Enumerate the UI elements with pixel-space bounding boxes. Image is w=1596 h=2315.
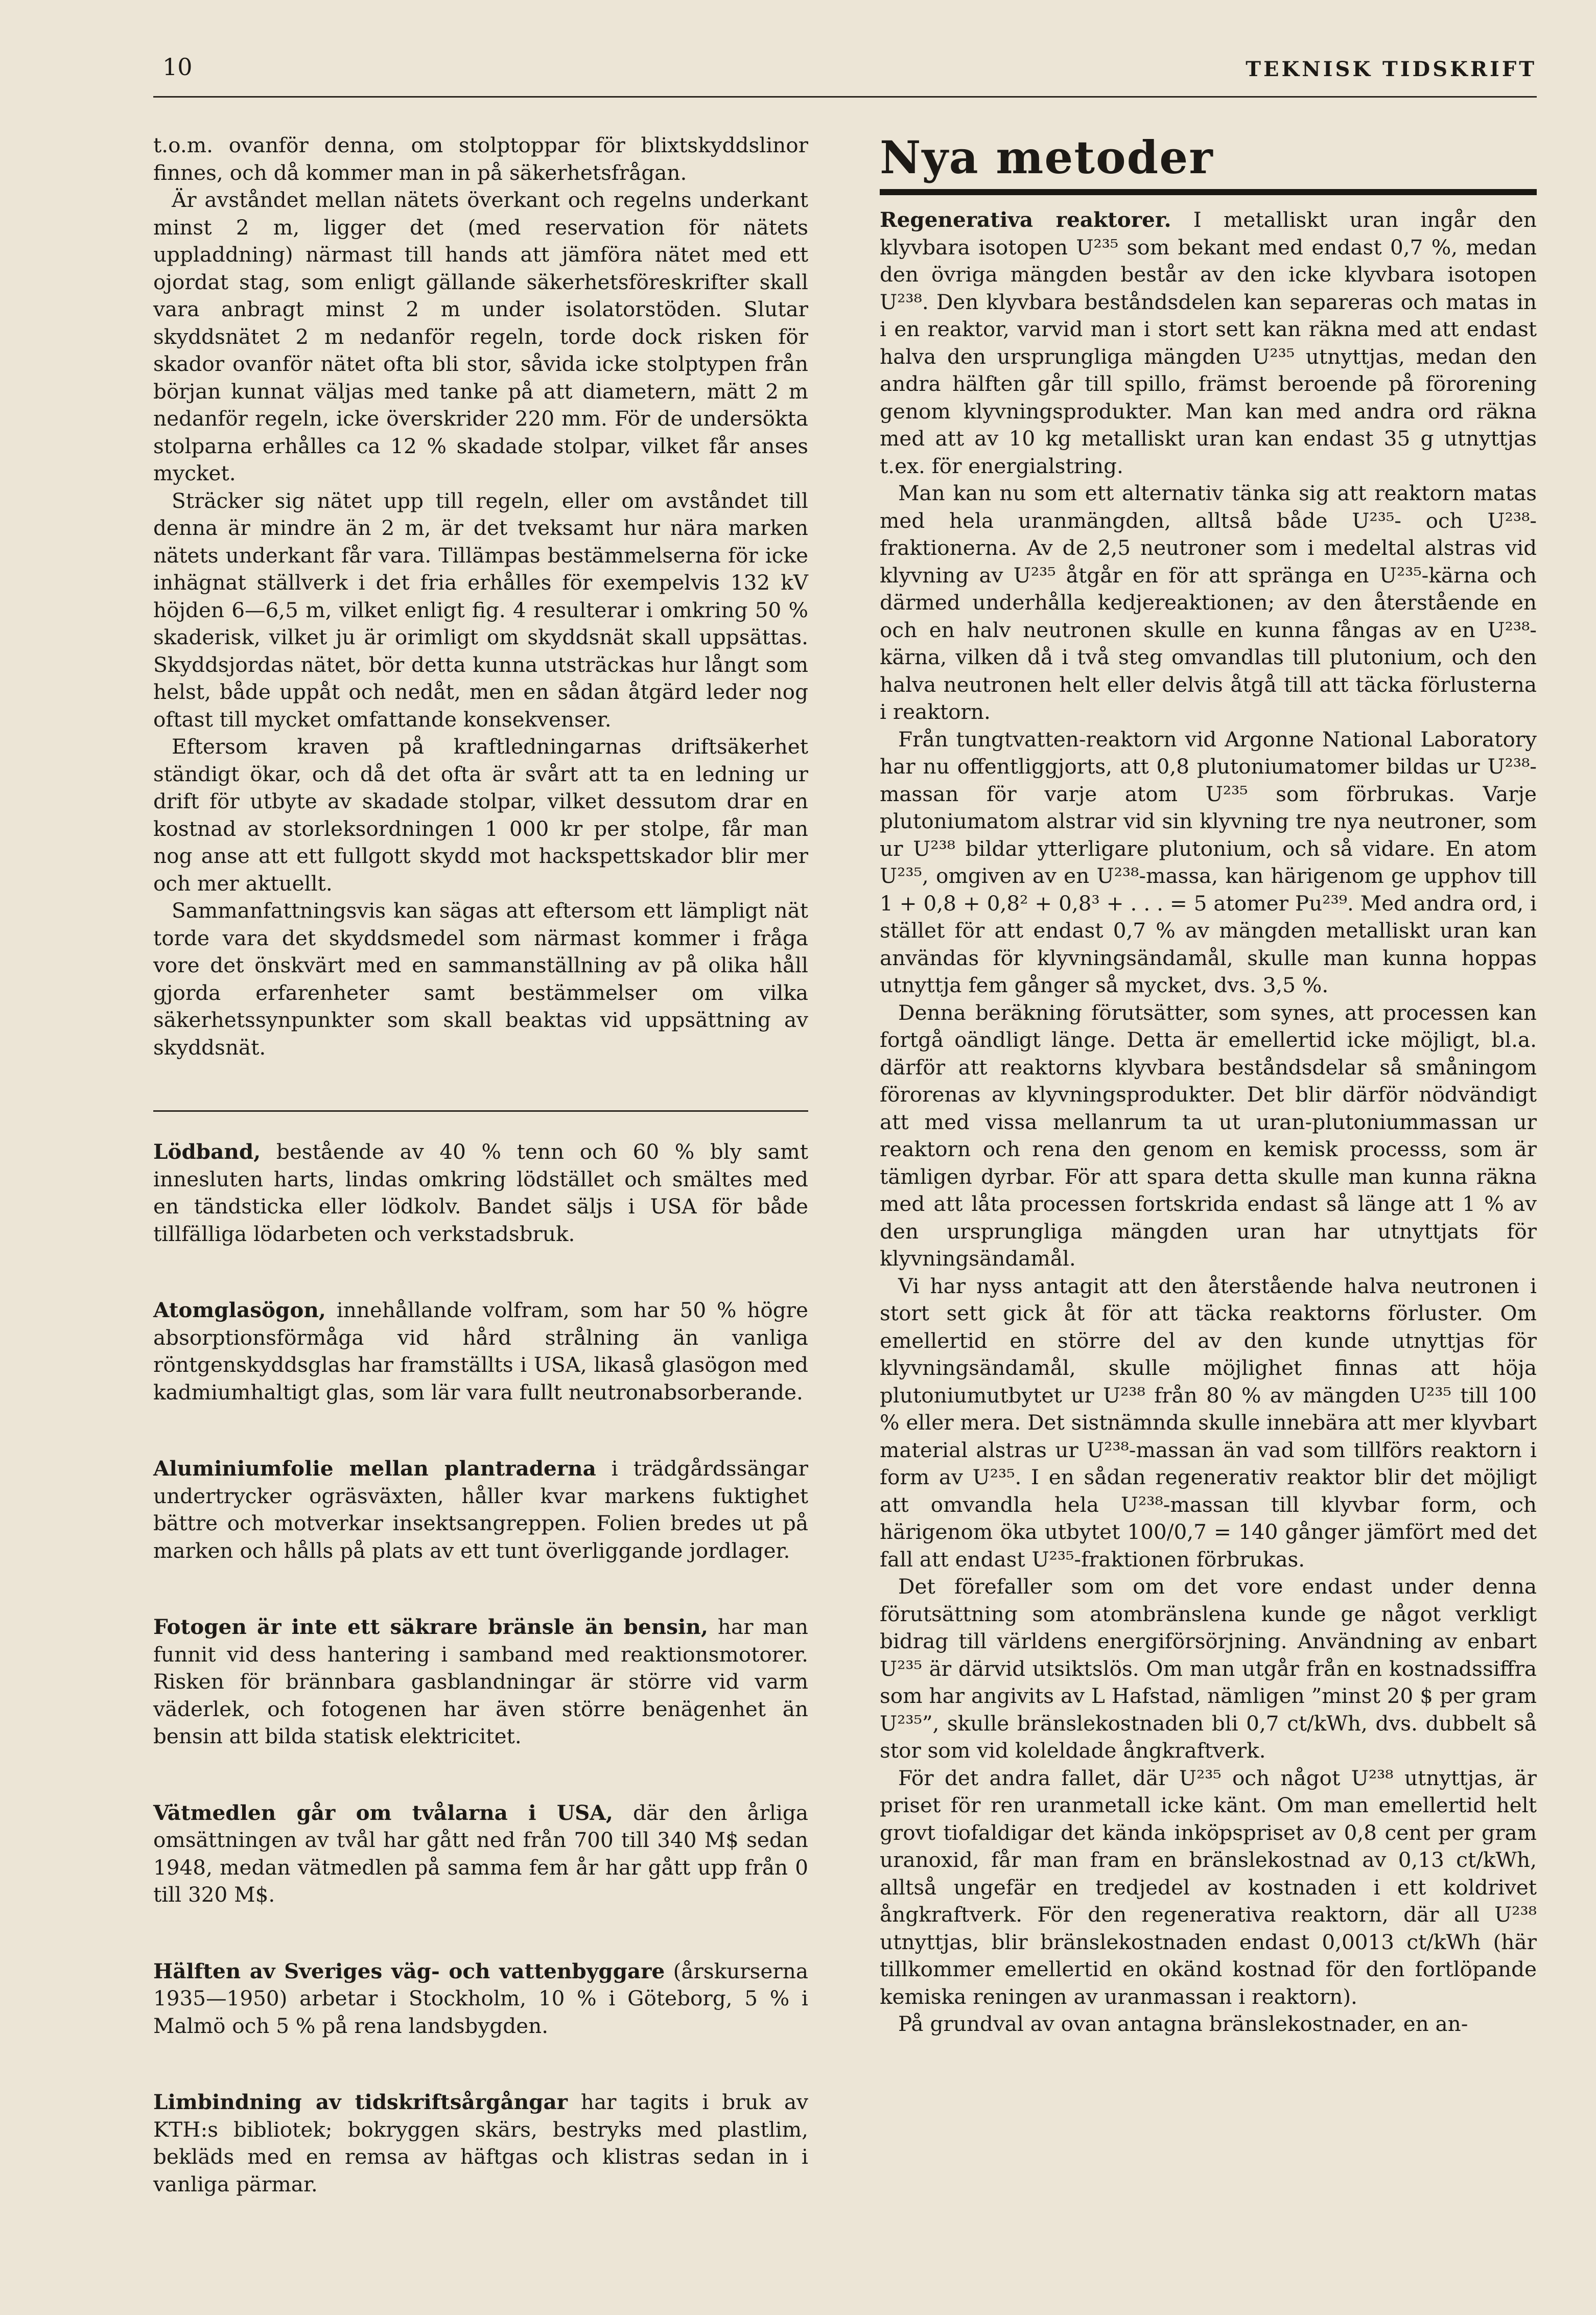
news-item-headline: Vätmedlen går om tvålarna i USA, <box>153 1800 613 1825</box>
article-paragraph: Man kan nu som ett alternativ tänka sig att reaktorn matas med hela uranmängden, alltså både U²³⁵- och U²³⁸-fraktionerna. Av de 2,5 neutroner som i medeltal alstras vid klyvning av U²³⁵ åtgår en för att spränga en U²³⁵-kärna och därmed underhålla kedjereaktionen; av den återstående en och en halv neutronen skulle en kunna fångas av en U²³⁸-kärna, vilken då i två steg omvandlas till plutonium, och den halva neutronen helt eller delvis åtgå till att täcka förlusterna i reaktorn. <box>880 481 1537 724</box>
news-item-text: där den årliga omsättningen av tvål har gått ned från 700 till 340 M$ sedan 1948, medan vätmedlen på samma fem år har gått upp från 0 till 320 M$. <box>153 1800 808 1907</box>
article-paragraph: Sträcker sig nätet upp till regeln, eller om avståndet till denna är mindre än 2 m, är det tveksamt hur nära marken nätets underkant får vara. Tillämpas bestämmelserna för icke inhägnat ställverk i det fria erhålles för exempelvis 132 kV höjden 6—6,5 m, vilket enligt fig. 4 resulterar i omkring 50 % skaderisk, vilket ju är orimligt om skyddsnät skall uppsättas. Skyddsjordas nätet, bör detta kunna utsträckas hur långt som helst, både uppåt och nedåt, men en sådan åtgärd leder nog oftast till mycket omfattande konsekvenser. <box>153 488 808 732</box>
news-item-text: har man funnit vid dess hantering i samband med reaktionsmotorer. Risken för brännbara gasblandningar är större vid varm väderlek, och fotogenen har även större benägenhet än bensin att bilda statisk elektricitet. <box>153 1615 808 1748</box>
article-paragraph: Eftersom kraven på kraftledningarnas driftsäkerhet ständigt ökar, och då det ofta är svårt att ta en ledning ur drift för utbyte av skadade stolpar, vilket dessutom drar en kostnad av storleksordningen 1 000 kr per stolpe, får man nog anse att ett fullgott skydd mot hackspettskador blir mer och mer aktuellt. <box>153 734 808 896</box>
left-column <box>153 132 808 2247</box>
news-item <box>153 2089 808 2198</box>
news-item-text: innehållande volfram, som har 50 % högre absorptionsförmåga vid hård strålning än vanliga röntgenskyddsglas har framställts i USA, likaså glasögon med kadmiumhaltigt glas, som lär vara fullt neutronabsorberande. <box>153 1298 808 1405</box>
news-item <box>153 1455 808 1564</box>
article-paragraph: Vi har nyss antagit att den återstående halva neutronen i stort sett gick åt för att täcka reaktorns förluster. Om emellertid en större del av den kunde utnyttjas för klyvningsändamål, skulle möjlighet finnas att höja plutoniumutbytet ur U²³⁸ från 80 % av mängden U²³⁵ till 100 % eller mera. Det sistnämnda skulle innebära att mer klyvbart material alstras ur U²³⁸-massan än vad som tillförs reaktorn i form av U²³⁵. I en sådan regenerativ reaktor blir det möjligt att omvandla hela U²³⁸-massan till klyvbar form, och härigenom öka utbytet 100/0,7 = 140 gånger jämfört med det fall att endast U²³⁵-fraktionen förbrukas. <box>880 1273 1537 1572</box>
article-paragraph: Denna beräkning förutsätter, som synes, att processen kan fortgå oändligt länge. Detta är emellertid icke möjligt, bl.a. därför att reaktorns klyvbara beståndsdelar så småningom förorenas av klyvningsprodukter. Det blir därför nödvändigt att med vissa mellanrum ta ut uran-plutoniummassan ur reaktorn och rena den genom en kemisk processs, som är tämligen dyrbar. För att spara detta skulle man kunna räkna med att låta processen fortskrida endast så länge att 1 % av den ursprungliga mängden uran har utnyttjats för klyvningsändamål. <box>880 1000 1537 1271</box>
news-item <box>153 1614 808 1750</box>
news-item <box>153 1297 808 1406</box>
news-item-headline: Limbindning av tidskriftsårgångar <box>153 2090 568 2114</box>
article-paragraph: På grundval av ovan antagna bränslekostnader, en an- <box>898 2012 1468 2036</box>
article-paragraph: t.o.m. ovanför denna, om stolptoppar för blixtskyddslinor finnes, och då kommer man in på säkerhetsfrågan. <box>153 133 808 185</box>
news-item-headline: Atomglasögon, <box>153 1298 326 1322</box>
news-item-headline: Aluminiumfolie mellan plantraderna <box>153 1456 596 1481</box>
news-item-text: har tagits i bruk av KTH:s bibliotek; bokryggen skärs, bestryks med plastlim, bekläds med en remsa av häftgas och klistras sedan in i vanliga pärmar. <box>153 2090 808 2196</box>
article-paragraph: För det andra fallet, där U²³⁵ och något U²³⁸ utnyttjas, är priset för ren uranmetall icke känt. Om man emellertid helt grovt tiofaldigar det kända inköpspriset av 0,8 cent per gram uranoxid, får man fram en bränslekostnad av 0,13 ct/kWh, alltså ungefär en tredjedel av kostnaden i ett koldrivet ångkraftverk. För den regenerativa reaktorn, där all U²³⁸ utnyttjas, blir bränslekostnaden endast 0,0013 ct/kWh (här tillkommer emellertid en okänd kostnad för den fortlöpande kemiska reningen av uranmassan i reaktorn). <box>880 1765 1537 2009</box>
article-paragraph: Från tungtvatten-reaktorn vid Argonne National Laboratory har nu offentliggjorts, att 0,8 plutoniumatomer bildas ur U²³⁸-massan för varje atom U²³⁵ som förbrukas. Varje plutoniumatom alstrar vid sin klyvning tre nya neutroner, som ur U²³⁸ bildar ytterligare plutonium, och så vidare. En atom U²³⁵, omgiven av en U²³⁸-massa, kan härigenom ge upphov till 1 + 0,8 + 0,8² + 0,8³ + . . . = 5 atomer Pu²³⁹. Med andra ord, i stället för att endast 0,7 % av mängden metalliskt uran kan användas för klyvningsändamål, skulle man kunna hoppas utnyttja fem gånger så mycket, dvs. 3,5 %. <box>880 727 1537 997</box>
article-paragraph: Sammanfattningsvis kan sägas att eftersom ett lämpligt nät torde vara det skyddsmedel som närmast kommer i fråga vore det önskvärt med en sammanställning av på olika håll gjorda erfarenheter samt bestämmelser om vilka säkerhetssynpunkter som skall beaktas vid uppsättning av skyddsnät. <box>153 898 808 1060</box>
news-item-headline: Hälften av Sveriges väg- och vattenbyggare <box>153 1958 665 1983</box>
news-item-text: i trädgårdssängar undertrycker ogräsväxten, håller kvar markens fuktighet bättre och motverkar insektsangreppen. Folien bredes ut på marken och hålls på plats av ett tunt överliggande jordlager. <box>153 1456 808 1563</box>
section-title: Nya metoder <box>880 131 1214 184</box>
page-number: 10 <box>162 53 193 81</box>
section-divider <box>153 1110 808 1112</box>
news-item-headline: Fotogen är inte ett säkrare bränsle än bensin, <box>153 1615 708 1639</box>
news-item-headline: Lödband, <box>153 1139 261 1164</box>
news-item <box>153 1799 808 1909</box>
right-column <box>880 132 1537 2038</box>
news-item-text: (årskurserna 1935—1950) arbetar i Stockholm, 10 % i Göteborg, 5 % i Malmö och 5 % på rena landsbygden. <box>153 1958 808 2038</box>
title-rule <box>880 189 1537 195</box>
journal-title: TEKNISK TIDSKRIFT <box>1246 57 1537 81</box>
news-item <box>153 1958 808 2040</box>
article-lead-text: I metalliskt uran ingår den klyvbara isotopen U²³⁵ som bekant med endast 0,7 %, medan den övriga mängden består av den icke klyvbara isotopen U²³⁸. Den klyvbara beståndsdelen kan separeras och matas in i en reaktor, varvid man i stort sett kan räkna med att endast halva den ursprungliga mängden U²³⁵ utnyttjas, medan den andra hälften går till spillo, främst beroende på förorening genom klyvningsprodukter. Man kan med andra ord räkna med att av 10 kg metalliskt uran kan endast 35 g utnyttjas t.ex. för energialstring. <box>880 207 1537 478</box>
article-lead: Regenerativa reaktorer. <box>880 207 1171 232</box>
article-paragraph: Är avståndet mellan nätets överkant och regelns underkant minst 2 m, ligger det (med reservation för nätets uppladdning) närmast till hands att jämföra nätet med ett ojordat stag, som enligt gällande säkerhetsföreskrifter skall vara anbragt minst 2 m under isolatorstöden. Slutar skyddsnätet 2 m nedanför regeln, torde dock risken för skador ovanför nätet ofta bli stor, såvida icke stolptypen från början kunnat väljas med tanke på att diametern, mätt 2 m nedanför regeln, icke överskrider 220 mm. För de undersökta stolparna erhålles ca 12 % skadade stolpar, vilket får anses mycket. <box>153 188 808 485</box>
article-paragraph: Det förefaller som om det vore endast under denna förutsättning som atombränslena kunde ge något verkligt bidrag till världens energiförsörjning. Användning av enbart U²³⁵ är därvid utsiktslös. Om man utgår från en kostnadssiffra som har angivits av L Hafstad, nämligen ”minst 20 $ per gram U²³⁵”, skulle bränslekostnaden bli 0,7 ct/kWh, dvs. dubbelt så stor som vid koleldade ångkraftverk. <box>880 1574 1537 1763</box>
news-item-text: bestående av 40 % tenn och 60 % bly samt innesluten harts, lindas omkring lödstället och smältes med en tändsticka eller lödkolv. Bandet säljs i USA för både tillfälliga lödarbeten och verkstadsbruk. <box>153 1139 808 1246</box>
news-item <box>153 1138 808 1248</box>
header-rule <box>153 96 1537 98</box>
article-paragraph <box>880 206 1537 480</box>
